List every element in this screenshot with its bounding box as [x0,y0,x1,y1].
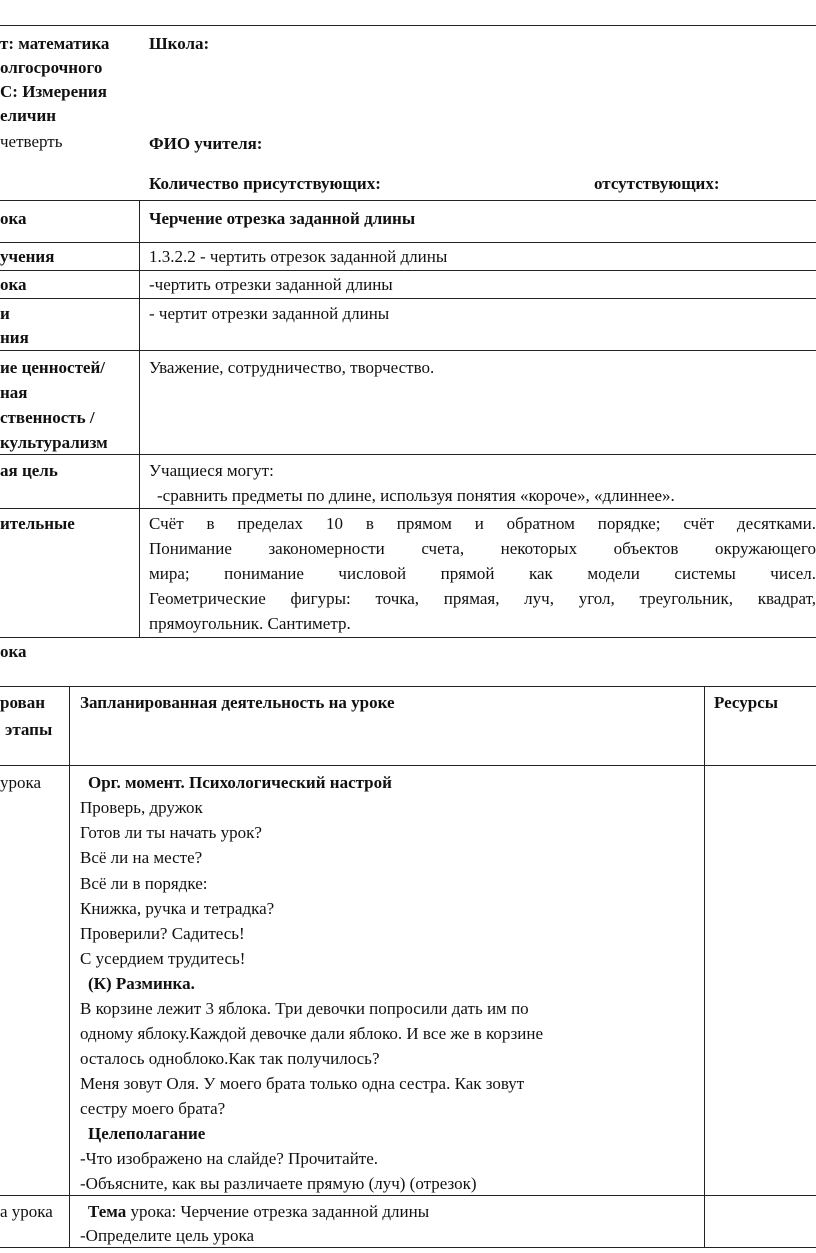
goal-line: Учащиеся могут: [149,461,274,480]
poem-line: Всё ли на месте? [80,848,203,867]
subject-line: еличин [0,106,57,125]
learning-objective: 1.3.2.2 - чертить отрезок заданной длины [149,247,448,266]
define-goal-line: -Определите цель урока [80,1226,255,1245]
plan-table-top [0,686,816,687]
info-label: ная [0,383,28,402]
row-divider [0,200,816,201]
stage-label: урока [0,773,42,792]
info-label: ока [0,275,27,294]
row-divider [0,350,816,351]
stage-header: этапы [5,720,53,739]
row-divider [0,242,816,243]
row-divider [0,298,816,299]
poem-line: Проверили? Садитесь! [80,924,245,943]
plan-column-divider [69,686,70,1247]
subject-line: т: математика [0,34,110,53]
row-divider [0,637,816,638]
warmup-heading: (К) Разминка. [88,974,195,993]
info-label: ственность / [0,408,95,427]
row-divider [0,508,816,509]
lesson-goal: -чертить отрезки заданной длины [149,275,393,294]
poem-line: Готов ли ты начать урок? [80,823,262,842]
values-text: Уважение, сотрудничество, творчество. [149,358,435,377]
info-label: учения [0,247,55,266]
subject-line: олгосрочного [0,58,103,77]
info-label: ие ценностей/ [0,358,105,377]
prior-knowledge-line: Понимание закономерности счета, некоторых объектов окружающего [149,539,816,558]
plan-row-divider [0,1195,816,1196]
poem-line: Книжка, ручка и тетрадка? [80,899,275,918]
poem-line: Всё ли в порядке: [80,874,208,893]
warmup-line: одному яблоку.Каждой девочке дали яблоко. И все же в корзине [80,1024,544,1043]
success-criteria: - чертит отрезки заданной длины [149,304,390,323]
plan-header-bottom [0,765,816,766]
info-label: культурализм [0,433,108,452]
info-column-divider [139,200,140,638]
plan-table-bottom [0,1247,816,1248]
plan-column-divider [704,686,705,1247]
info-label: и [0,304,10,323]
prior-knowledge-line: Геометрические фигуры: точка, прямая, луч, угол, треугольник, квадрат, [149,589,816,608]
warmup-line: сестру моего брата? [80,1099,226,1118]
info-label: ая цель [0,461,58,480]
warmup-line: Меня зовут Оля. У моего брата только одна сестра. Как зовут [80,1074,525,1093]
poem-line: Проверь, дружок [80,798,203,817]
topic-bold-label: Тема [88,1202,127,1221]
absent-count-label: отсутствующих: [594,174,720,193]
warmup-line: осталось одноблоко.Как так получилось? [80,1049,380,1068]
stage-header: рован [0,693,46,712]
section-title: ока [0,642,27,661]
prior-knowledge-line: Счёт в пределах 10 в прямом и обратном порядке; счёт десятками. [149,514,816,533]
info-label: ния [0,328,29,347]
goal-line: -сравнить предметы по длине, используя понятия «короче», «длиннее». [157,486,675,505]
top-border [0,25,816,26]
org-moment-heading: Орг. момент. Психологический настрой [88,773,392,792]
row-divider [0,270,816,271]
subject-line: С: Измерения [0,82,107,101]
poem-line: С усердием трудитесь! [80,949,246,968]
resources-header: Ресурсы [714,693,779,712]
quarter-label: четверть [0,132,63,151]
info-label: ительные [0,514,75,533]
goal-setting-line: -Объясните, как вы различаете прямую (луч) (отрезок) [80,1174,477,1193]
goal-setting-heading: Целеполагание [88,1124,206,1143]
school-label: Школа: [149,34,210,53]
lesson-topic: Черчение отрезка заданной длины [149,209,416,228]
info-label: ока [0,209,27,228]
prior-knowledge-line: мира; понимание числовой прямой как модели системы чисел. [149,564,816,583]
activity-header: Запланированная деятельность на уроке [80,693,395,712]
prior-knowledge-line: прямоугольник. Сантиметр. [149,614,351,633]
row-divider [0,454,816,455]
topic-text: урока: Черчение отрезка заданной длины [126,1202,430,1221]
warmup-line: В корзине лежит 3 яблока. Три девочки попросили дать им по [80,999,529,1018]
teacher-label: ФИО учителя: [149,134,263,153]
stage-label: а урока [0,1202,53,1221]
goal-setting-line: -Что изображено на слайде? Прочитайте. [80,1149,379,1168]
present-count-label: Количество присутствующих: [149,174,381,193]
topic-line [88,1200,429,1223]
